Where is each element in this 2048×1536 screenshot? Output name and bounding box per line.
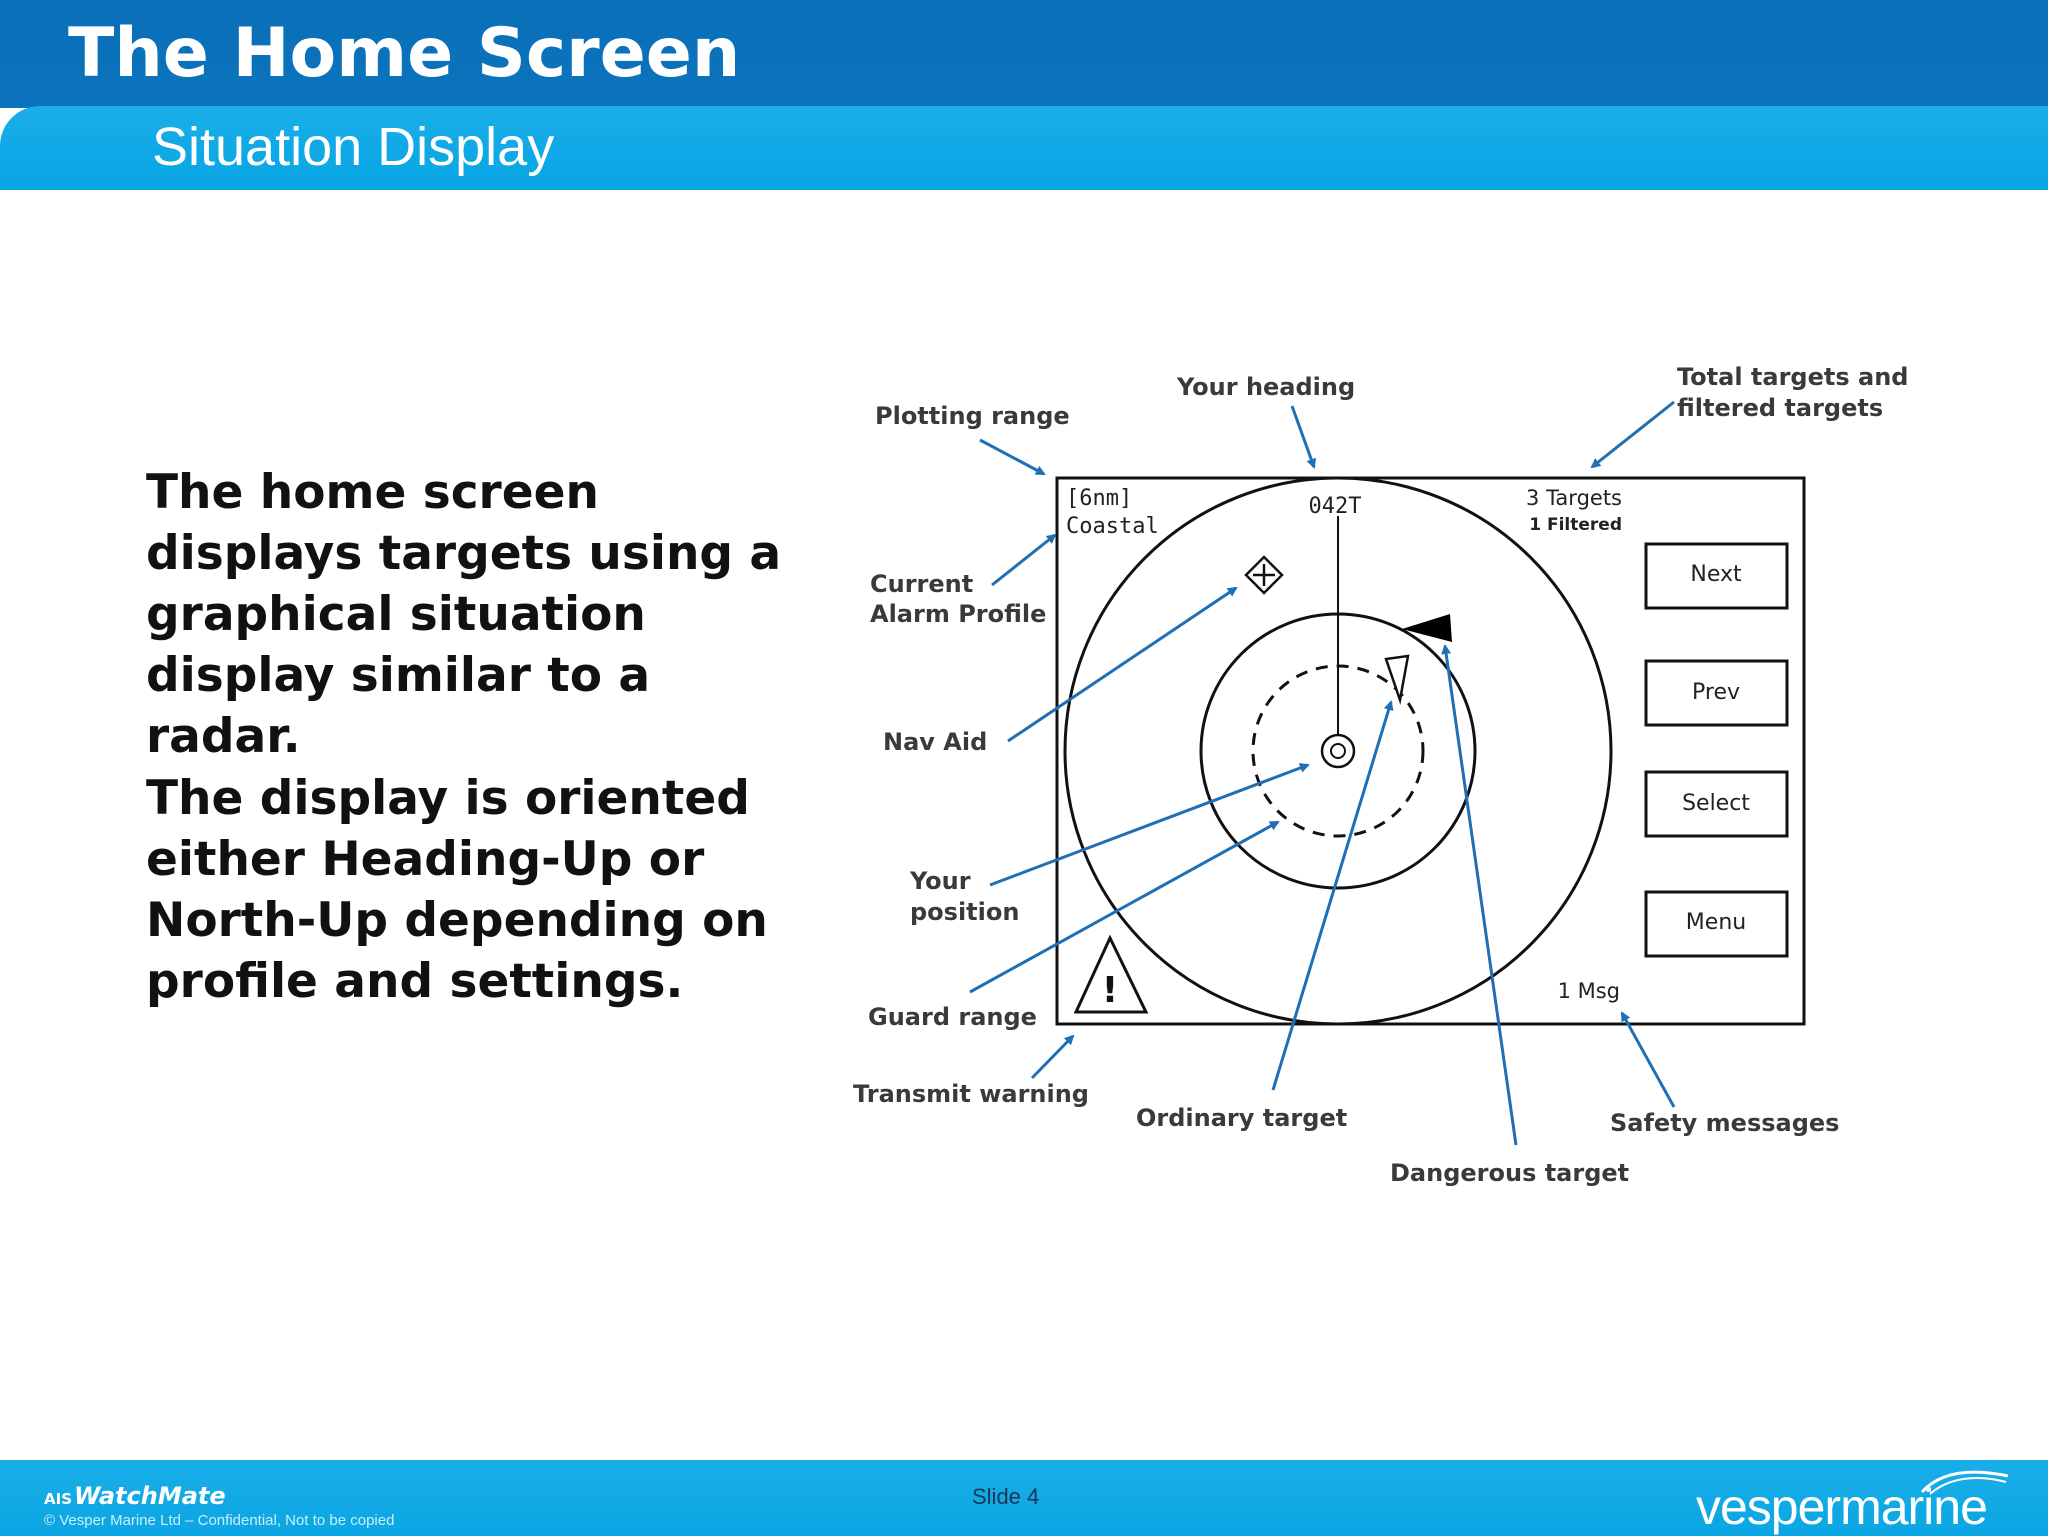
label-transmit-warning: Transmit warning — [853, 1080, 1089, 1108]
warning-exclamation: ! — [1101, 970, 1119, 1011]
label-guard-range: Guard range — [868, 1003, 1037, 1031]
slide-subtitle: Situation Display — [152, 117, 555, 177]
footer-brand-name: WatchMate — [74, 1482, 226, 1510]
menu-button[interactable] — [1646, 892, 1787, 956]
label-total-targets-2: filtered targets — [1677, 394, 1884, 422]
label-dangerous-target: Dangerous target — [1390, 1159, 1630, 1187]
label-total-targets-1: Total targets and — [1677, 363, 1909, 391]
body-paragraph-home-screen: The home screen displays targets using a graphical situation display similar to a radar. — [146, 465, 782, 764]
footer-brand-prefix: AIS — [44, 1490, 72, 1508]
logo-wave-icon — [1920, 1466, 2010, 1496]
arrow-current-alarm — [992, 535, 1055, 585]
arrow-your-heading — [1292, 406, 1314, 467]
arrow-transmit-warning — [1032, 1036, 1073, 1078]
slide-title: The Home Screen — [68, 14, 741, 93]
footer-copyright: © Vesper Marine Ltd – Confidential, Not to be copied — [44, 1512, 395, 1529]
label-current-alarm-2: Alarm Profile — [870, 600, 1047, 628]
prev-button-label: Prev — [1692, 680, 1740, 705]
screen-filtered-text: 1 Filtered — [1529, 515, 1622, 535]
next-button[interactable] — [1646, 544, 1787, 608]
arrow-safety-messages — [1622, 1013, 1674, 1107]
label-safety-messages: Safety messages — [1610, 1109, 1840, 1137]
select-button-label: Select — [1682, 791, 1750, 816]
body-paragraph-orientation: The display is oriented either Heading-Up or North-Up depending on profile and settings. — [146, 771, 768, 1009]
screen-heading-text: 042T — [1308, 494, 1362, 519]
label-plotting-range: Plotting range — [875, 402, 1070, 430]
label-your-position-2: position — [910, 898, 1020, 926]
screen-messages-text: 1 Msg — [1557, 979, 1620, 1003]
slide-number: Slide 4 — [972, 1484, 1040, 1509]
label-your-heading: Your heading — [1177, 373, 1356, 401]
arrow-total-targets — [1592, 402, 1674, 467]
arrow-plotting-range — [980, 440, 1044, 474]
select-button[interactable] — [1646, 772, 1787, 836]
label-current-alarm-1: Current — [870, 570, 974, 598]
own-position-icon — [1322, 735, 1354, 767]
label-ordinary-target: Ordinary target — [1136, 1104, 1348, 1132]
screen-targets-text: 3 Targets — [1526, 486, 1622, 510]
footer-brand-logo — [44, 1482, 226, 1510]
label-nav-aid: Nav Aid — [883, 728, 988, 756]
menu-button-label: Menu — [1685, 910, 1747, 935]
vesper-marine-logo: vespermarine — [1696, 1479, 1987, 1535]
prev-button[interactable] — [1646, 661, 1787, 725]
next-button-label: Next — [1690, 562, 1742, 587]
label-your-position-1: Your — [910, 867, 971, 895]
screen-profile-text: Coastal — [1066, 514, 1159, 539]
screen-range-text: [6nm] — [1066, 486, 1133, 511]
